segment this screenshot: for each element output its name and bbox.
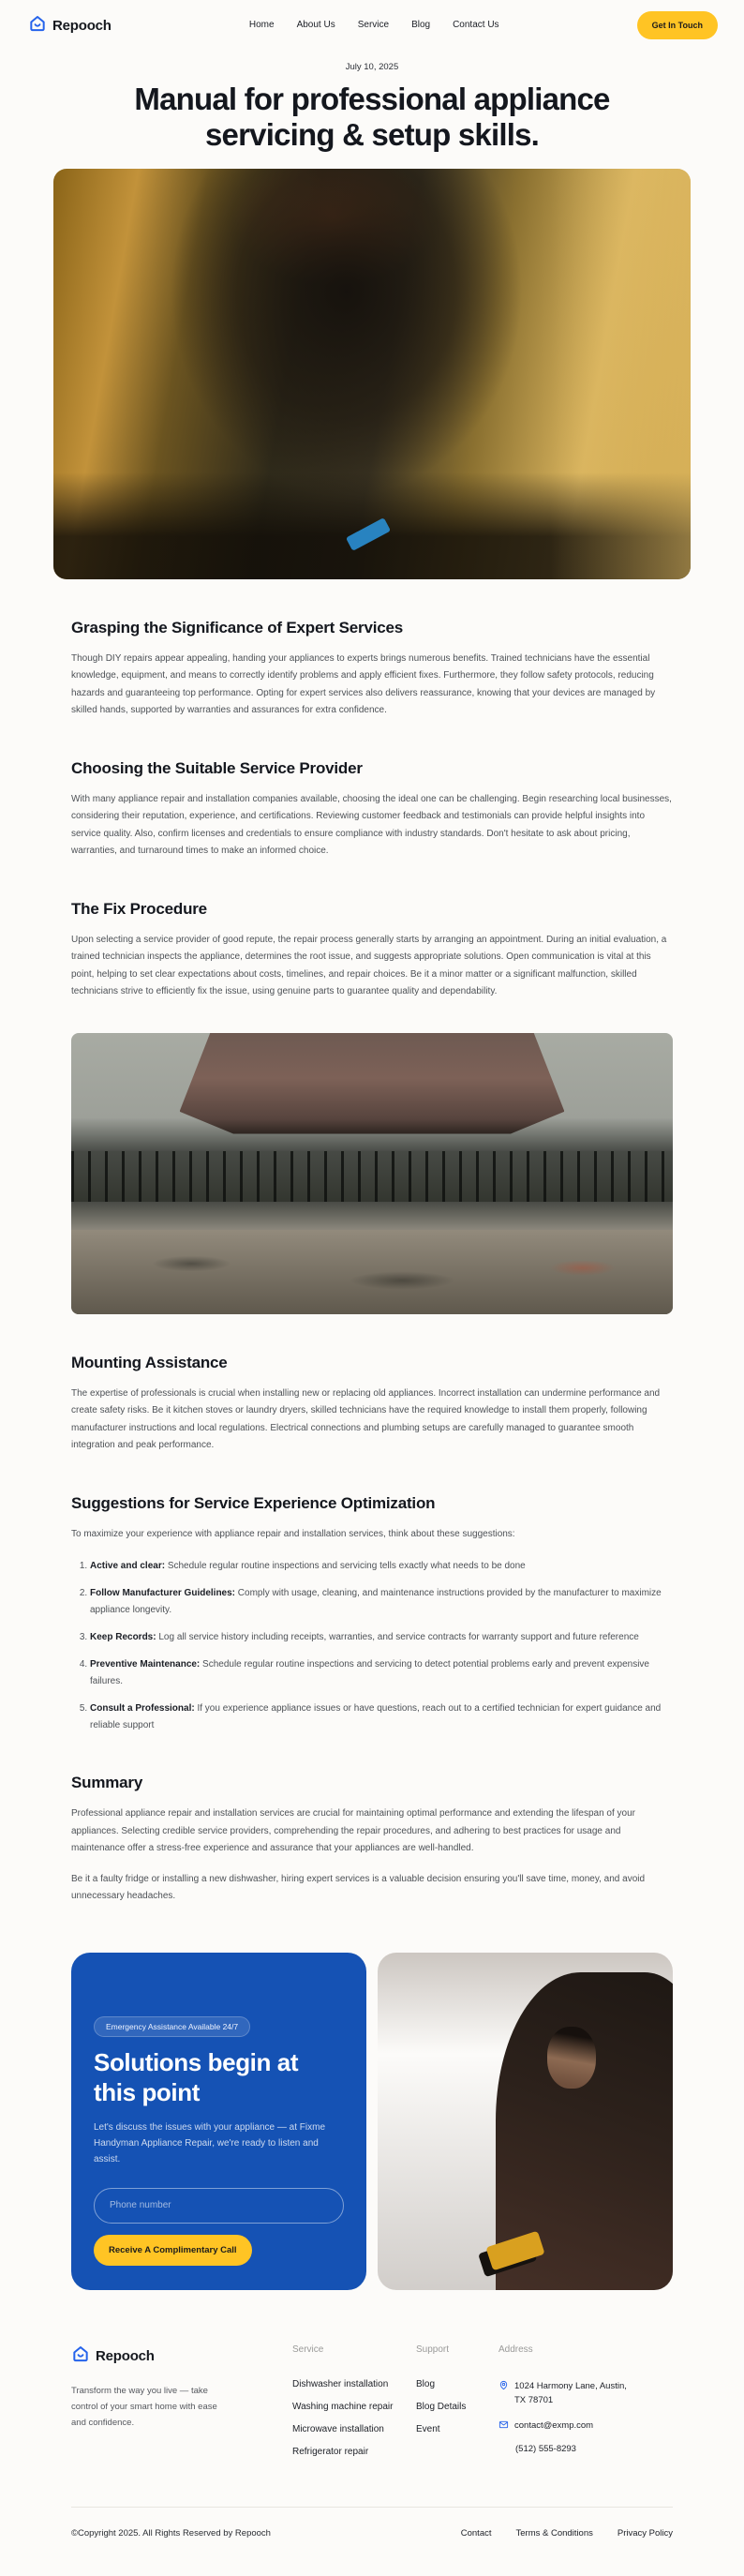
footer-tagline: Transform the way you live — take control of your smart home with ease and confidence. (71, 2385, 217, 2428)
section-paragraph: Upon selecting a service provider of good repute, the repair process generally starts by arranging an appointment. During an initial evaluation, a trained technician inspects the appliance, determines the root issue, and suggests appropriate solutions. Open communication is vital at this point, helping to set clear expectations about costs, timelines, and repair choices. Be it a minor matter or a significant malfunction, skilled technicians strive to efficiently fix the issue, using genuine parts to guarantee quality and dependability. (71, 934, 667, 997)
article-body (71, 619, 673, 1906)
footer-support-column (416, 2344, 498, 2469)
list-item: 2. Follow Manufacturer Guidelines: Comply with usage, cleaning, and maintenance instructions provided by the manufacturer to maximize appliance longevity. (90, 1585, 673, 1619)
cta-heading: Solutions begin at this point (94, 2048, 299, 2106)
complimentary-call-button[interactable]: Receive A Complimentary Call (94, 2235, 252, 2266)
nav-blog[interactable]: Blog (411, 20, 431, 30)
nav-wrap (112, 14, 637, 37)
section-paragraph: The expertise of professionals is crucial when installing new or replacing old appliances. Incorrect installation can undermine performance and create safety risks. Be it kitchen stoves or laundry dryers, skilled technicians have the required knowledge to install them properly, following manufacturer instructions and local regulations. Electrical connections and plumbing setups are carefully managed to guarantee smooth integration and peak performance. (71, 1387, 661, 1451)
list-item: 5. Consult a Professional: If you experience appliance issues or have questions, reach out to a certified technician for expert guidance and reliable support (90, 1700, 673, 1734)
get-in-touch-button[interactable]: Get In Touch (637, 11, 718, 39)
brand-name: Repooch (52, 17, 112, 34)
nav-about-us[interactable]: About Us (296, 20, 335, 30)
footer-brand (71, 2344, 259, 2469)
footer-service-column (292, 2344, 416, 2469)
address-text: 1024 Harmony Lane, Austin, TX 78701 (514, 2380, 627, 2405)
hero-image (53, 169, 691, 579)
footer-link-event[interactable]: Event (416, 2423, 440, 2434)
email-link[interactable]: contact@exmp.com (514, 2419, 594, 2431)
location-pin-icon (498, 2380, 509, 2393)
house-logo-icon (71, 2344, 90, 2368)
footer-link-refrigerator-repair[interactable]: Refrigerator repair (292, 2446, 369, 2457)
list-item: 1. Active and clear: Schedule regular routine inspections and servicing tells exactly what needs to be done (90, 1558, 673, 1575)
section-heading-mounting-assistance: Mounting Assistance (71, 1353, 228, 1371)
footer-link-privacy[interactable]: Privacy Policy (617, 2527, 673, 2539)
phone-number-input[interactable] (94, 2188, 344, 2224)
footer-link-blog-details[interactable]: Blog Details (416, 2401, 467, 2412)
tips-list (75, 1558, 673, 1734)
footer-column-title: Address (498, 2344, 533, 2355)
cta-text: Let's discuss the issues with your appliance — at Fixme Handyman Appliance Repair, we're ready to listen and assist. (94, 2121, 326, 2164)
main-nav (249, 14, 499, 37)
section-heading-summary: Summary (71, 1774, 143, 1792)
footer-link-terms[interactable]: Terms & Conditions (515, 2527, 593, 2539)
section-paragraph: With many appliance repair and installation companies available, choosing the ideal one can be challenging. Begin researching local businesses, considering their reputation, experience, and certifications. Reviewing customer feedback and testimonials can provide helpful insights into service quality. Also, confirm licenses and credentials to ensure compliance with industry standards. Don't hesitate to ask about pricing, warranties, and turnaround times to make an informed choice. (71, 793, 672, 857)
section-heading-service-provider: Choosing the Suitable Service Provider (71, 758, 363, 777)
page-title: Manual for professional appliance servicing & setup skills. (134, 82, 610, 153)
footer-brand-name: Repooch (96, 2347, 155, 2364)
list-item: 3. Keep Records: Log all service history including receipts, warranties, and service contracts for warranty support and future reference (90, 1629, 673, 1646)
copyright-text: ©Copyright 2025. All Rights Reserved by Repooch (71, 2527, 271, 2539)
phone-text[interactable]: (512) 555-8293 (515, 2444, 576, 2455)
nav-home[interactable]: Home (248, 20, 275, 30)
section-heading-fix-procedure: The Fix Procedure (71, 899, 207, 918)
section-intro: To maximize your experience with appliance repair and installation services, think about these suggestions: (71, 1528, 515, 1539)
footer-column-title: Support (416, 2344, 450, 2355)
footer-link-dishwasher-installation[interactable]: Dishwasher installation (292, 2378, 389, 2389)
footer-column-title: Service (292, 2344, 324, 2355)
footer-bottom-bar (71, 2528, 673, 2576)
house-logo-icon (28, 14, 47, 37)
footer-legal-links (461, 2528, 673, 2539)
footer-address-column (498, 2344, 639, 2469)
footer-link-contact[interactable]: Contact (460, 2527, 492, 2539)
address-row (498, 2379, 639, 2407)
nav-contact-us[interactable]: Contact Us (453, 20, 499, 30)
footer (71, 2344, 673, 2469)
post-date: July 10, 2025 (345, 62, 399, 72)
emergency-badge: Emergency Assistance Available 24/7 (94, 2016, 250, 2037)
section-heading-expert-services: Grasping the Significance of Expert Services (71, 618, 403, 637)
cta-image (378, 1953, 673, 2290)
tools-wall-image (71, 1033, 673, 1314)
section-paragraph: Professional appliance repair and installation services are crucial for maintaining optimal performance and extending the lifespan of your appliances. Selecting credible service providers, comprehending the repair procedures, and adhering to best practices for usage and maintenance offer a stress-free experience and assurance that your appliances are well-handled. (71, 1808, 636, 1854)
section-heading-optimization: Suggestions for Service Experience Optimization (71, 1493, 436, 1512)
footer-link-washing-machine-repair[interactable]: Washing machine repair (292, 2401, 394, 2412)
footer-link-blog[interactable]: Blog (416, 2378, 436, 2389)
brand-logo[interactable] (28, 14, 112, 37)
cta-card (71, 1953, 366, 2290)
cta-section (71, 1953, 673, 2290)
section-paragraph: Be it a faulty fridge or installing a new dishwasher, hiring expert services is a valuable decision ensuring you'll save time, money, and avoid unnecessary headaches. (71, 1873, 646, 1902)
footer-logo[interactable] (71, 2344, 259, 2368)
header (0, 0, 744, 49)
nav-service[interactable]: Service (357, 20, 390, 30)
footer-link-microwave-installation[interactable]: Microwave installation (292, 2423, 384, 2434)
email-row (498, 2419, 639, 2433)
footer-divider (71, 2507, 673, 2508)
list-item: 4. Preventive Maintenance: Schedule regular routine inspections and servicing to detect potential problems early and prevent expensive failures. (90, 1656, 673, 1690)
section-paragraph: Though DIY repairs appear appealing, handing your appliances to experts brings numerous benefits. Trained technicians have the essential knowledge, equipment, and means to correctly identify problems and apply efficient fixes. Furthermore, they follow safety protocols, reducing hazards and guaranteeing top performance. Opting for expert services also delivers reassurance, knowing that your devices are managed by skilled hands, supported by warranties and assurances for extra confidence. (71, 652, 656, 716)
mail-icon (498, 2419, 509, 2433)
